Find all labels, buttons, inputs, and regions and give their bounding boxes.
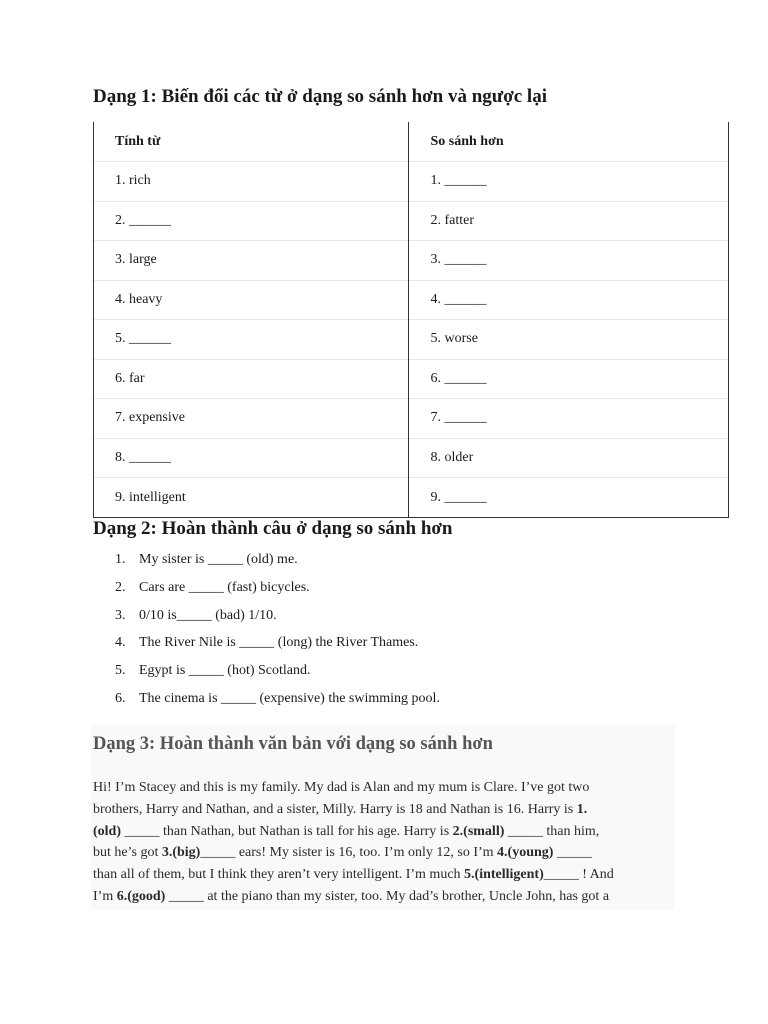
comparative-cell: 3. ______ (408, 241, 729, 281)
passage-line: than all of them, but I think they aren’t very intelligent. I’m much 5.(intelligent)_____ ! And (93, 867, 614, 883)
item-text: My sister is _____ (old) me. (139, 552, 298, 567)
table-row (93, 438, 729, 478)
blank-label: 1. (576, 801, 588, 817)
comparative-cell: 5. worse (408, 320, 729, 360)
list-item (93, 550, 440, 578)
item-number: 4. (115, 635, 126, 651)
blank-label: 4.(young) (497, 845, 554, 861)
comparative-cell: 7. ______ (408, 399, 729, 439)
item-text: The cinema is _____ (expensive) the swimming pool. (139, 690, 440, 706)
comparative-cell: 9. ______ (408, 478, 729, 518)
item-number: 1. (115, 552, 126, 567)
list-item (93, 633, 440, 661)
table-header-row (93, 122, 729, 162)
exercise-list (93, 550, 440, 717)
adjective-cell: 1. rich (93, 162, 408, 202)
comparative-table (93, 122, 729, 517)
adjective-cell: 3. large (93, 241, 408, 281)
blank-label: 5.(intelligent) (464, 867, 544, 883)
list-item (93, 606, 440, 634)
list-item (93, 661, 440, 689)
item-text: The River Nile is _____ (long) the River Thames. (139, 635, 419, 651)
item-text: Cars are _____ (fast) bicycles. (139, 579, 310, 595)
table-row (93, 320, 729, 360)
table-row (93, 399, 729, 439)
comparative-cell: 1. ______ (408, 162, 729, 202)
item-number: 2. (115, 579, 126, 595)
adjective-cell: 9. intelligent (93, 478, 408, 518)
adjective-cell: 4. heavy (93, 280, 408, 320)
passage (93, 777, 673, 908)
comparative-cell: 8. older (408, 438, 729, 478)
table-row (93, 280, 729, 320)
comparative-cell: 6. ______ (408, 359, 729, 399)
blank-label: (old) (93, 823, 121, 839)
item-number: 6. (115, 690, 126, 706)
adjective-cell: 8. ______ (93, 438, 408, 478)
table-row (93, 478, 729, 518)
adjective-cell: 7. expensive (93, 399, 408, 439)
table-row (93, 201, 729, 241)
table-row (93, 359, 729, 399)
passage-line: I’m 6.(good) _____ at the piano than my sister, too. My dad’s brother, Uncle John, has got a (93, 888, 610, 904)
section2-title: Dạng 2: Hoàn thành câu ở dạng so sánh hơn (93, 518, 453, 539)
section3-title: Dạng 3: Hoàn thành văn bản với dạng so sánh hơn (93, 734, 493, 754)
comparative-cell: 2. fatter (408, 201, 729, 241)
item-number: 3. (115, 607, 126, 623)
adjective-cell: 6. far (93, 359, 408, 399)
table-row (93, 162, 729, 202)
blank-label: 2.(small) (452, 823, 505, 839)
adjective-cell: 2. ______ (93, 201, 408, 241)
adjective-cell: 5. ______ (93, 320, 408, 360)
item-number: 5. (115, 663, 126, 679)
section1-title: Dạng 1: Biến đổi các từ ở dạng so sánh hơn và ngược lại (93, 86, 547, 107)
passage-line: (old) _____ than Nathan, but Nathan is tall for his age. Harry is 2.(small) _____ than him, (93, 823, 600, 839)
item-text: Egypt is _____ (hot) Scotland. (139, 663, 311, 679)
header-adjective: Tính từ (93, 122, 408, 162)
header-comparative: So sánh hơn (430, 133, 504, 149)
passage-line: but he’s got 3.(big)_____ ears! My sister is 16, too. I’m only 12, so I’m 4.(young) _____ (93, 845, 592, 861)
item-text: 0/10 is_____ (bad) 1/10. (139, 607, 277, 623)
comparative-cell: 4. ______ (408, 280, 729, 320)
list-item (93, 578, 440, 606)
blank-label: 6.(good) (116, 888, 166, 904)
passage-line: Hi! I’m Stacey and this is my family. My dad is Alan and my mum is Clare. I’ve got two (93, 780, 590, 795)
passage-line: brothers, Harry and Nathan, and a sister, Milly. Harry is 18 and Nathan is 16. Harry is 1. (93, 801, 588, 817)
blank-label: 3.(big) (161, 845, 201, 861)
table-row (93, 241, 729, 281)
list-item (93, 689, 440, 717)
